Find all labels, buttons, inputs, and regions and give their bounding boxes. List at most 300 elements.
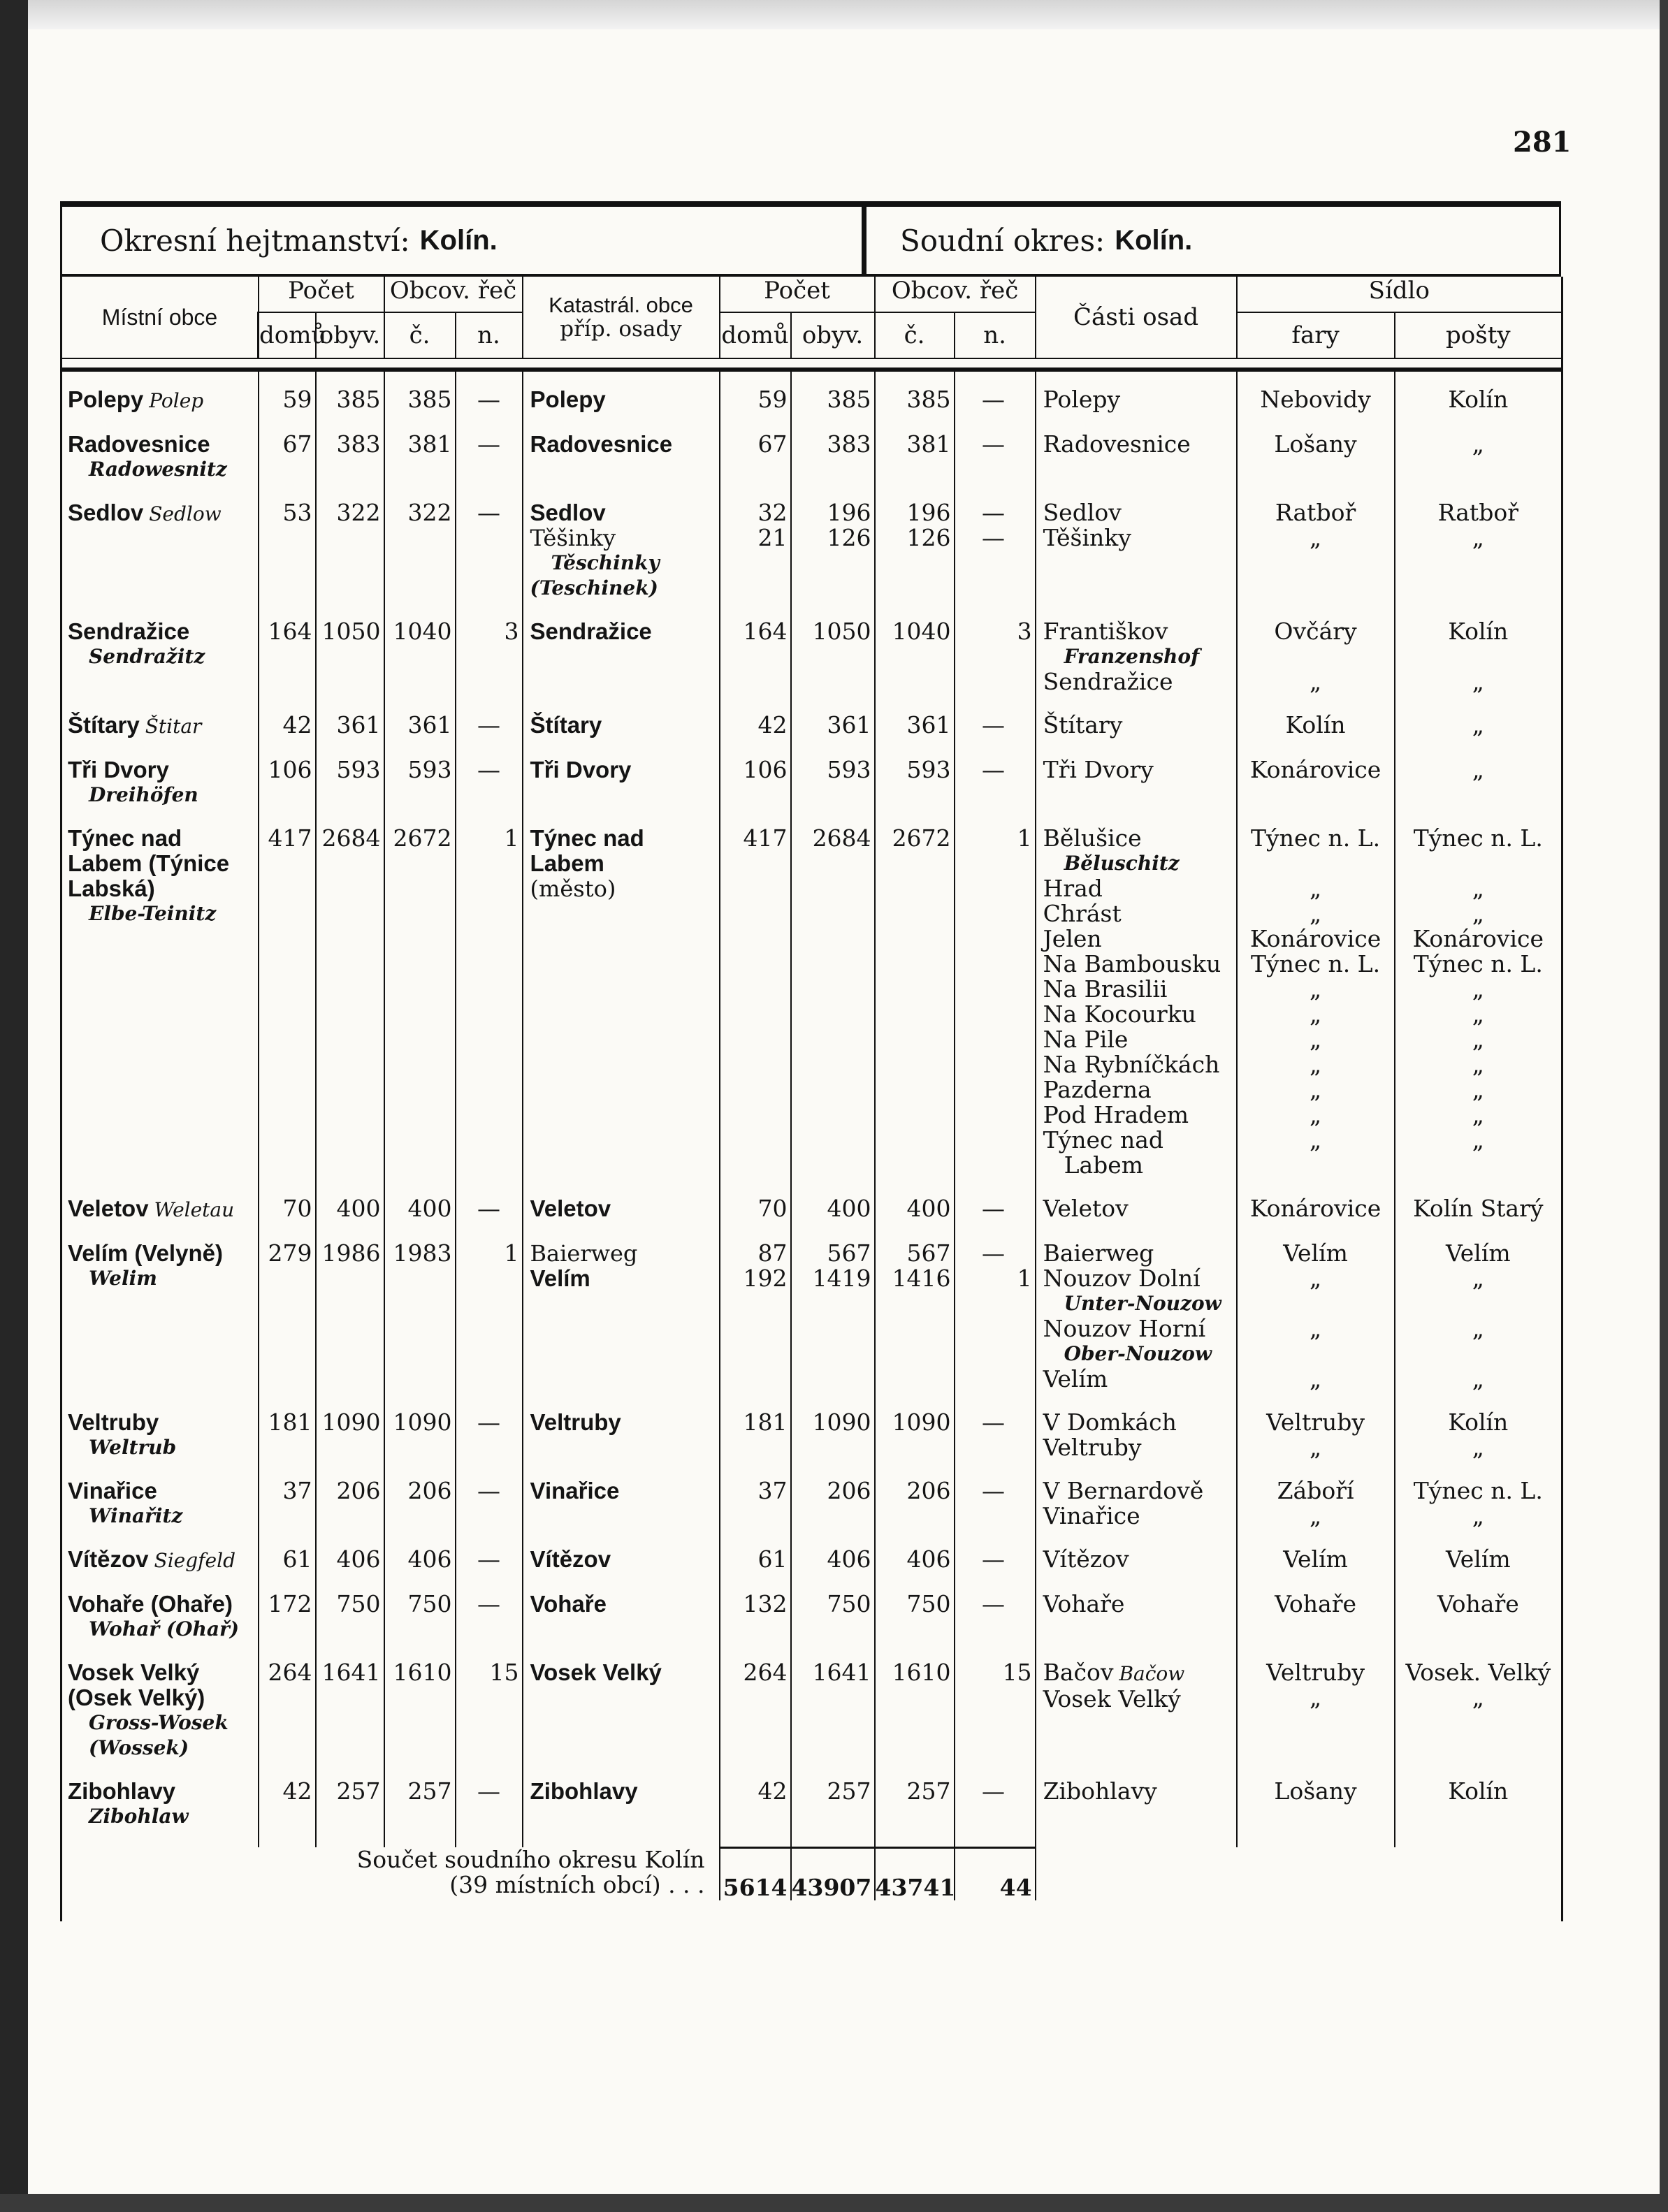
kat-domu-value: 87	[757, 1239, 788, 1267]
posta-value: „	[1472, 1126, 1484, 1154]
kat-n-value: —	[982, 711, 1006, 738]
cast-name: Nouzov Horní	[1043, 1315, 1206, 1342]
cell-casti-osad	[1036, 1196, 1237, 1223]
posta-value: „	[1472, 1502, 1484, 1529]
row-spacer	[61, 1392, 1562, 1410]
posta-value: „	[1472, 1434, 1484, 1461]
fara-value: „	[1310, 1076, 1322, 1103]
fara-value: „	[1310, 1265, 1322, 1292]
fara-value: „	[1310, 668, 1322, 695]
kat-domu-value: 264	[743, 1659, 788, 1686]
cell-kat-n	[955, 826, 1036, 1178]
kat-n-value: —	[982, 1777, 1006, 1805]
cell-kat-domu	[720, 1410, 791, 1460]
cell-katastral	[523, 826, 720, 1178]
scan-edge-bottom	[0, 2194, 1668, 2212]
cell-obyv-value: 1090	[321, 1409, 381, 1436]
cell-domu	[259, 1592, 316, 1642]
cell-c-value: 1040	[393, 618, 452, 645]
cell-c	[384, 1196, 456, 1223]
kat-c-value: 381	[906, 430, 951, 458]
kat-name: Štítary	[530, 712, 602, 738]
cell-domu-value: 164	[268, 618, 312, 645]
cell-fara	[1237, 1660, 1395, 1761]
cast-name: Radovesnice	[1043, 430, 1191, 458]
kat-obyv-value: 406	[827, 1545, 871, 1573]
col-casti-osad: Části osad	[1036, 277, 1237, 358]
row-spacer	[61, 1573, 1562, 1592]
cell-mistni-obec	[61, 432, 259, 482]
table-body	[61, 370, 1562, 1921]
kat-obyv-value: 1090	[812, 1409, 871, 1436]
col-obcov-rec-2: Obcov. řeč	[875, 277, 1036, 312]
cell-obyv	[316, 1592, 384, 1642]
cell-kat-n	[955, 1779, 1036, 1829]
posta-value: Kolín	[1448, 386, 1509, 413]
cell-c	[384, 432, 456, 482]
kat-obyv-value: 257	[827, 1777, 871, 1805]
obec-name: Vosek Velký	[68, 1659, 200, 1685]
court-label: Soudní okres:	[900, 223, 1105, 258]
kat-name: Tři Dvory	[530, 757, 632, 783]
posta-value: Kolín	[1448, 618, 1509, 645]
cell-kat-domu	[720, 826, 791, 1178]
cell-obyv	[316, 826, 384, 1178]
cell-n-value: —	[477, 499, 501, 526]
cell-mistni-obec	[61, 1547, 259, 1573]
cell-kat-n	[955, 1547, 1036, 1573]
kat-domu-value: 61	[757, 1545, 788, 1573]
posta-value: Konárovice	[1412, 925, 1544, 952]
cell-casti-osad	[1036, 1547, 1237, 1573]
kat-c-value: 1040	[892, 618, 951, 645]
cell-c	[384, 1592, 456, 1642]
kat-name: Veletov	[530, 1195, 611, 1221]
posta-value: „	[1472, 711, 1484, 738]
cast-name: Velím	[1043, 1365, 1108, 1392]
posta-value: Týnec n. L.	[1413, 824, 1543, 852]
cell-obyv-value: 361	[336, 711, 381, 738]
cell-obyv-value: 593	[336, 756, 381, 783]
kat-obyv-value: 2684	[812, 824, 871, 852]
fara-value: Veltruby	[1266, 1409, 1365, 1436]
kat-domu-value: 417	[743, 824, 788, 852]
posta-value: „	[1472, 975, 1484, 1003]
cell-fara	[1237, 1241, 1395, 1392]
cell-kat-c	[875, 713, 955, 739]
top-spacer-row	[61, 370, 1562, 387]
cell-posta	[1395, 1196, 1562, 1223]
cast-name: Štítary	[1043, 711, 1123, 738]
col-katastral-line1: Katastrál. obce	[549, 293, 693, 317]
table-row	[61, 826, 1562, 1178]
obec-name: Veltruby	[68, 1409, 159, 1435]
cell-n	[456, 1410, 523, 1460]
cell-n-value: —	[477, 430, 501, 458]
kat-domu-value: 32	[757, 499, 788, 526]
cell-kat-n	[955, 1478, 1036, 1529]
cell-c-value: 206	[407, 1477, 452, 1504]
cell-mistni-obec	[61, 826, 259, 1178]
col-c: č.	[384, 312, 456, 358]
kat-c-value: 1610	[892, 1659, 951, 1686]
kat-n-value: 1	[1017, 1265, 1032, 1292]
cell-posta	[1395, 1779, 1562, 1829]
fara-value: Nebovidy	[1260, 386, 1371, 413]
cell-n-value: —	[477, 1590, 501, 1617]
cell-mistni-obec	[61, 713, 259, 739]
posta-value: Vosek. Velký	[1405, 1659, 1551, 1686]
posta-value: „	[1472, 668, 1484, 695]
cell-obyv-value: 257	[336, 1777, 381, 1805]
obec-name: Veletov	[68, 1195, 149, 1221]
col-katastral	[523, 277, 720, 358]
cell-katastral	[523, 1660, 720, 1761]
cell-kat-domu	[720, 757, 791, 808]
cell-kat-obyv	[791, 619, 875, 694]
district-header	[60, 207, 1561, 277]
cell-kat-obyv	[791, 432, 875, 482]
cell-kat-domu	[720, 713, 791, 739]
cell-domu-value: 42	[282, 711, 312, 738]
cell-kat-domu	[720, 387, 791, 414]
summary-empty	[1036, 1847, 1562, 1900]
kat-domu-value: 192	[743, 1265, 788, 1292]
kat-c-value: 361	[906, 711, 951, 738]
cell-kat-c	[875, 1660, 955, 1761]
district-header-left	[62, 207, 866, 274]
cast-german-name: Franzenshof	[1064, 645, 1200, 668]
district-label: Okresní hejtmanství:	[100, 223, 410, 258]
column-header-row-1	[61, 277, 1562, 312]
cell-kat-obyv	[791, 1547, 875, 1573]
cell-n-value: —	[477, 1477, 501, 1504]
column-header-row-2	[61, 312, 1562, 358]
cell-domu	[259, 1478, 316, 1529]
cell-kat-c	[875, 432, 955, 482]
cell-domu-value: 417	[268, 824, 312, 852]
cell-katastral	[523, 713, 720, 739]
row-spacer	[61, 808, 1562, 826]
obec-name: Sendražice	[68, 618, 190, 644]
cell-c	[384, 1779, 456, 1829]
cell-kat-domu	[720, 1547, 791, 1573]
cast-name: Zibohlavy	[1043, 1777, 1157, 1805]
col-mistni-obce: Místní obce	[61, 277, 259, 358]
obec-name-2: Labem (Týnice	[68, 850, 230, 876]
cell-n-value: 1	[504, 1239, 519, 1267]
kat-n-value: —	[982, 1590, 1006, 1617]
fara-value: „	[1310, 1502, 1322, 1529]
kat-obyv-value: 593	[827, 756, 871, 783]
cell-c-value: 750	[407, 1590, 452, 1617]
cell-n-value: 1	[504, 824, 519, 852]
col-katastral-line2: příp. osady	[560, 316, 682, 342]
table-row	[61, 1410, 1562, 1460]
cell-c-value: 322	[407, 499, 452, 526]
cell-obyv	[316, 1547, 384, 1573]
kat-n-value: —	[982, 524, 1006, 551]
cell-posta	[1395, 619, 1562, 694]
cell-katastral	[523, 1478, 720, 1529]
fara-value: Konárovice	[1249, 1195, 1381, 1222]
cell-domu-value: 279	[268, 1239, 312, 1267]
kat-name: Vohaře	[530, 1591, 607, 1617]
kat-domu-value: 67	[757, 430, 788, 458]
kat-c-value: 206	[906, 1477, 951, 1504]
table-row	[61, 619, 1562, 694]
cell-domu	[259, 713, 316, 739]
cast-german-name: Unter-Nouzow	[1064, 1292, 1221, 1315]
cast-name: Tři Dvory	[1043, 756, 1154, 783]
district-header-right	[866, 207, 1192, 274]
cell-casti-osad	[1036, 432, 1237, 482]
cast-name: Pazderna	[1043, 1076, 1152, 1103]
kat-n-value: 3	[1017, 618, 1032, 645]
cell-katastral	[523, 500, 720, 601]
cast-name: Vohaře	[1043, 1590, 1125, 1617]
cell-kat-obyv	[791, 1779, 875, 1829]
kat-n-value: —	[982, 499, 1006, 526]
cast-german-name: Bačow	[1119, 1662, 1185, 1685]
cell-n	[456, 1660, 523, 1761]
cell-kat-n	[955, 1660, 1036, 1761]
cell-domu	[259, 1410, 316, 1460]
cell-kat-n	[955, 500, 1036, 601]
summary-row	[61, 1847, 1562, 1900]
cell-kat-n	[955, 1241, 1036, 1392]
court-name: Kolín.	[1115, 224, 1193, 256]
obec-german-name: Weletau	[154, 1198, 235, 1221]
obec-german-name: Elbe-Teinitz	[89, 902, 217, 925]
posta-value: „	[1472, 1026, 1484, 1053]
cell-domu	[259, 1779, 316, 1829]
cell-obyv	[316, 432, 384, 482]
cell-fara	[1237, 1779, 1395, 1829]
cell-casti-osad	[1036, 1779, 1237, 1829]
obec-german-name-2: (Wossek)	[89, 1736, 189, 1759]
kat-n-value: 15	[1002, 1659, 1032, 1686]
cell-n	[456, 1779, 523, 1829]
cell-posta	[1395, 1660, 1562, 1761]
fara-value: „	[1310, 1126, 1322, 1154]
row-spacer	[61, 1529, 1562, 1547]
cell-casti-osad	[1036, 500, 1237, 601]
cell-kat-c	[875, 826, 955, 1178]
kat-c-value: 567	[906, 1239, 951, 1267]
cell-kat-obyv	[791, 713, 875, 739]
cell-kat-n	[955, 387, 1036, 414]
cell-katastral	[523, 1592, 720, 1642]
obec-name-line	[68, 1196, 258, 1223]
cell-domu-value: 42	[282, 1777, 312, 1805]
cast-name: Chrást	[1043, 900, 1122, 927]
cell-c-value: 593	[407, 756, 452, 783]
kat-name-3: (město)	[530, 875, 616, 902]
cell-n	[456, 500, 523, 601]
kat-c-value: 1090	[892, 1409, 951, 1436]
col-domu: domů	[259, 312, 316, 358]
kat-c-value: 2672	[892, 824, 951, 852]
kat-c-value: 400	[906, 1195, 951, 1222]
cell-mistni-obec	[61, 757, 259, 808]
cell-n	[456, 1196, 523, 1223]
cell-katastral	[523, 757, 720, 808]
table-row	[61, 1241, 1562, 1392]
kat-name: Těšinky	[530, 525, 616, 551]
kat-name-2: Labem	[530, 850, 604, 876]
cast-name: Vosek Velký	[1043, 1685, 1181, 1712]
cell-casti-osad	[1036, 826, 1237, 1178]
cell-c	[384, 500, 456, 601]
page-number: 281	[1513, 126, 1572, 159]
cell-c-value: 1983	[393, 1239, 452, 1267]
cell-n	[456, 757, 523, 808]
kat-name: Polepy	[530, 386, 606, 412]
cell-katastral	[523, 432, 720, 482]
row-spacer	[61, 694, 1562, 713]
obec-name: Polepy	[68, 386, 144, 412]
cell-kat-obyv	[791, 1660, 875, 1761]
fara-value: „	[1310, 1051, 1322, 1078]
cast-name: Vinařice	[1043, 1502, 1140, 1529]
obec-name: Vítězov	[68, 1546, 149, 1572]
table-row	[61, 1779, 1562, 1829]
summary-label	[61, 1847, 720, 1900]
cast-name: Na Pile	[1043, 1026, 1129, 1053]
posta-value: „	[1472, 1101, 1484, 1128]
kat-domu-value: 70	[757, 1195, 788, 1222]
col-posty: pošty	[1395, 312, 1562, 358]
cast-name: Sedlov	[1043, 499, 1122, 526]
cell-kat-domu	[720, 1241, 791, 1392]
summary-c	[875, 1847, 955, 1900]
kat-obyv-value: 383	[827, 430, 871, 458]
kat-c-value: 593	[906, 756, 951, 783]
row-spacer	[61, 414, 1562, 432]
summary-n	[955, 1847, 1036, 1900]
cell-kat-obyv	[791, 1410, 875, 1460]
cell-c-value: 2672	[393, 824, 452, 852]
cell-domu-value: 181	[268, 1409, 312, 1436]
cell-n	[456, 1241, 523, 1392]
cell-mistni-obec	[61, 500, 259, 601]
table-tail	[61, 1900, 1562, 1921]
cell-obyv	[316, 757, 384, 808]
cell-kat-n	[955, 1592, 1036, 1642]
cell-kat-domu	[720, 500, 791, 601]
cell-c	[384, 713, 456, 739]
kat-name: Velím	[530, 1265, 590, 1291]
cast-name: Pod Hradem	[1043, 1101, 1189, 1128]
posta-value: „	[1472, 1365, 1484, 1392]
col-domu-2: domů	[720, 312, 791, 358]
cell-kat-c	[875, 1547, 955, 1573]
kat-name: Vítězov	[530, 1546, 611, 1572]
cell-katastral	[523, 1241, 720, 1392]
obec-name: Týnec nad	[68, 825, 182, 851]
cell-kat-c	[875, 1196, 955, 1223]
fara-value: „	[1310, 524, 1322, 551]
kat-domu-value: 42	[757, 1777, 788, 1805]
fara-value: Ratboř	[1275, 499, 1356, 526]
kat-n-value: —	[982, 1239, 1006, 1267]
cell-domu	[259, 1196, 316, 1223]
kat-name: Radovesnice	[530, 431, 673, 457]
cell-obyv	[316, 1478, 384, 1529]
cell-c-value: 400	[407, 1195, 452, 1222]
cell-n	[456, 1592, 523, 1642]
kat-german-name: Těschinky	[551, 551, 660, 574]
col-fary: fary	[1237, 312, 1395, 358]
cell-n-value: —	[477, 386, 501, 413]
cell-kat-domu	[720, 1196, 791, 1223]
posta-value: „	[1472, 1684, 1484, 1711]
cell-katastral	[523, 1196, 720, 1223]
cast-name: Polepy	[1043, 386, 1121, 413]
cell-kat-domu	[720, 1779, 791, 1829]
obec-german-name: Siegfeld	[154, 1549, 235, 1572]
cell-fara	[1237, 826, 1395, 1178]
kat-obyv-value: 385	[827, 386, 871, 413]
posta-value: Týnec n. L.	[1413, 1477, 1543, 1504]
cell-domu-value: 70	[282, 1195, 312, 1222]
cell-fara	[1237, 1547, 1395, 1573]
cell-casti-osad	[1036, 713, 1237, 739]
cell-fara	[1237, 713, 1395, 739]
kat-c-value: 406	[906, 1545, 951, 1573]
posta-value: Kolín	[1448, 1777, 1509, 1805]
cast-name: Hrad	[1043, 875, 1103, 902]
kat-german-name-2: (Teschinek)	[530, 576, 658, 599]
kat-name: Týnec nad	[530, 825, 644, 851]
table-row	[61, 1592, 1562, 1642]
cell-domu	[259, 619, 316, 694]
kat-name: Vosek Velký	[530, 1659, 662, 1685]
kat-obyv-value: 400	[827, 1195, 871, 1222]
cell-c	[384, 1241, 456, 1392]
cell-domu	[259, 826, 316, 1178]
cell-obyv	[316, 1410, 384, 1460]
fara-value: „	[1310, 1684, 1322, 1711]
top-rule	[60, 201, 1561, 207]
obec-german-name: Wohař (Ohař)	[89, 1617, 239, 1640]
fara-value: „	[1310, 1001, 1322, 1028]
obec-german-name: Gross-Wosek	[89, 1711, 229, 1734]
kat-obyv-value: 206	[827, 1477, 871, 1504]
cast-name: Františkov	[1043, 618, 1168, 645]
posta-value: „	[1472, 1076, 1484, 1103]
obec-name: Vinařice	[68, 1478, 157, 1504]
fara-value: Konárovice	[1249, 756, 1381, 783]
obec-german-name: Dreihöfen	[89, 783, 198, 806]
obec-name-3: Labská)	[68, 875, 155, 901]
cell-kat-c	[875, 619, 955, 694]
cell-katastral	[523, 1779, 720, 1829]
cell-domu-value: 59	[282, 386, 312, 413]
cell-mistni-obec	[61, 1660, 259, 1761]
cell-obyv	[316, 1660, 384, 1761]
cell-fara	[1237, 1196, 1395, 1223]
obec-german-name: Sedlow	[149, 502, 222, 525]
cell-obyv	[316, 619, 384, 694]
cell-fara	[1237, 757, 1395, 808]
table-row	[61, 500, 1562, 601]
kat-name: Veltruby	[530, 1409, 621, 1435]
fara-value: Týnec n. L.	[1251, 950, 1381, 977]
cast-name: Týnec nad	[1043, 1126, 1164, 1154]
kat-obyv-value: 361	[827, 711, 871, 738]
